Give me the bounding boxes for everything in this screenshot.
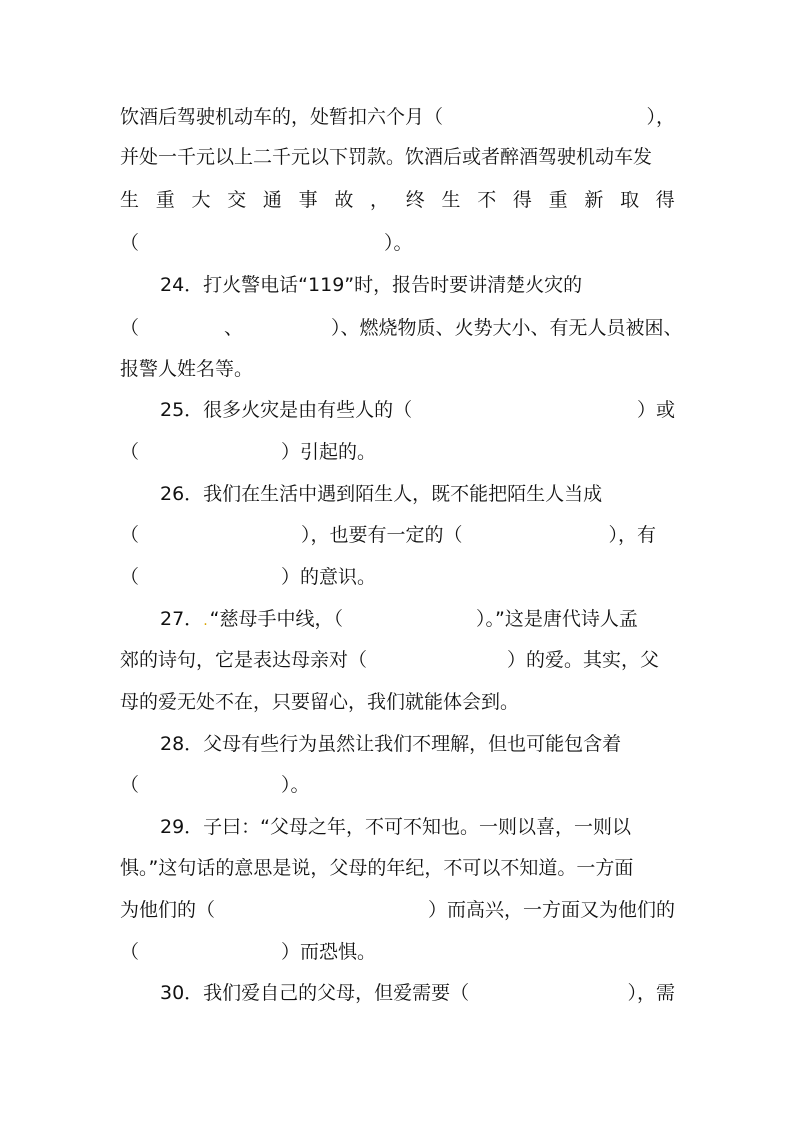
text-line	[120, 520, 675, 550]
text-fragment: ）的爱。其实，父	[507, 649, 660, 671]
text-line	[120, 102, 675, 132]
text-line	[120, 395, 675, 425]
text-fragment: ），有	[608, 524, 657, 546]
text-fragment: ）引起的。	[281, 441, 377, 463]
text-fragment: 惧。”这句话的意思是说，父母的年纪，不可以不知道。一方面	[120, 857, 634, 879]
text-fragment: 29．子曰：“父母之年，不可不知也。一则以喜，一则以	[160, 816, 632, 838]
text-fragment: （	[120, 441, 140, 463]
text-line	[160, 270, 675, 300]
text-line	[120, 437, 675, 467]
text-fragment: 30．我们爱自己的父母，但爱需要（	[160, 982, 470, 1004]
text-fragment: “慈母手中线，（	[209, 608, 343, 630]
text-fragment: （	[120, 317, 140, 339]
text-fragment: ）而恐惧。	[281, 941, 377, 963]
char: 终	[405, 189, 425, 211]
text-line	[120, 313, 683, 343]
question-number: 27．	[160, 608, 204, 630]
text-fragment: 24．打火警电话“119”时，报告时要讲清楚火灾的	[160, 274, 583, 296]
text-line	[120, 645, 675, 675]
text-line	[120, 142, 675, 172]
text-fragment: （	[120, 941, 140, 963]
text-line	[160, 729, 675, 759]
char: 重	[548, 189, 568, 211]
text-fragment: ）或	[636, 399, 675, 421]
text-fragment: 为他们的（	[120, 899, 216, 921]
text-line	[120, 770, 675, 800]
text-line	[120, 937, 675, 967]
char: 生	[441, 189, 461, 211]
text-fragment: 饮酒后驾驶机动车的，处暂扣六个月（	[120, 106, 444, 128]
text-line	[160, 812, 675, 842]
text-fragment: 报警人姓名等。	[120, 358, 254, 380]
text-fragment: （	[120, 524, 140, 546]
text-fragment: ）的意识。	[281, 566, 377, 588]
text-fragment: 28．父母有些行为虽然让我们不理解，但也可能包含着	[160, 733, 622, 755]
text-fragment: ）。	[281, 774, 310, 796]
char: 得	[655, 189, 675, 211]
text-line	[120, 895, 675, 925]
text-line	[160, 479, 675, 509]
justified-text-line	[120, 185, 675, 215]
text-fragment: ），	[646, 106, 675, 128]
char: 交	[227, 189, 247, 211]
text-fragment: 母的爱无处不在，只要留心，我们就能体会到。	[120, 691, 520, 713]
text-fragment: 26．我们在生活中遇到陌生人，既不能把陌生人当成	[160, 483, 603, 505]
char: 得	[512, 189, 532, 211]
text-fragment: （	[120, 566, 140, 588]
text-fragment: ）。	[384, 232, 413, 254]
text-line	[160, 978, 675, 1008]
text-line	[120, 228, 675, 258]
char: 取	[620, 189, 640, 211]
text-fragment: （	[120, 232, 140, 254]
text-fragment: （	[120, 774, 140, 796]
text-fragment: 、	[224, 317, 244, 339]
text-fragment: ），也要有一定的（	[301, 524, 463, 546]
text-line	[120, 562, 675, 592]
text-fragment: ），需	[627, 982, 675, 1004]
char: 生	[120, 189, 140, 211]
text-fragment: 郊的诗句，它是表达母亲对（	[120, 649, 368, 671]
text-fragment: 并处一千元以上二千元以下罚款。饮酒后或者醉酒驾驶机动车发	[120, 146, 653, 168]
text-line	[120, 853, 675, 883]
char: 新	[584, 189, 604, 211]
text-fragment: 25．很多火灾是由有些人的（	[160, 399, 413, 421]
char: 通	[262, 189, 282, 211]
char: 重	[155, 189, 175, 211]
char: ，	[370, 189, 390, 211]
char: 故	[334, 189, 354, 211]
text-line	[120, 687, 675, 717]
char: 不	[477, 189, 497, 211]
char: 大	[191, 189, 211, 211]
text-line	[160, 604, 675, 634]
text-fragment: ）、燃烧物质、火势大小、有无人员被困、	[331, 317, 683, 339]
char: 事	[298, 189, 318, 211]
text-line	[120, 354, 675, 384]
mark-dot: .	[203, 613, 208, 629]
text-fragment: ）。”这是唐代诗人孟	[475, 608, 638, 630]
text-fragment: ）而高兴，一方面又为他们的	[427, 899, 675, 921]
